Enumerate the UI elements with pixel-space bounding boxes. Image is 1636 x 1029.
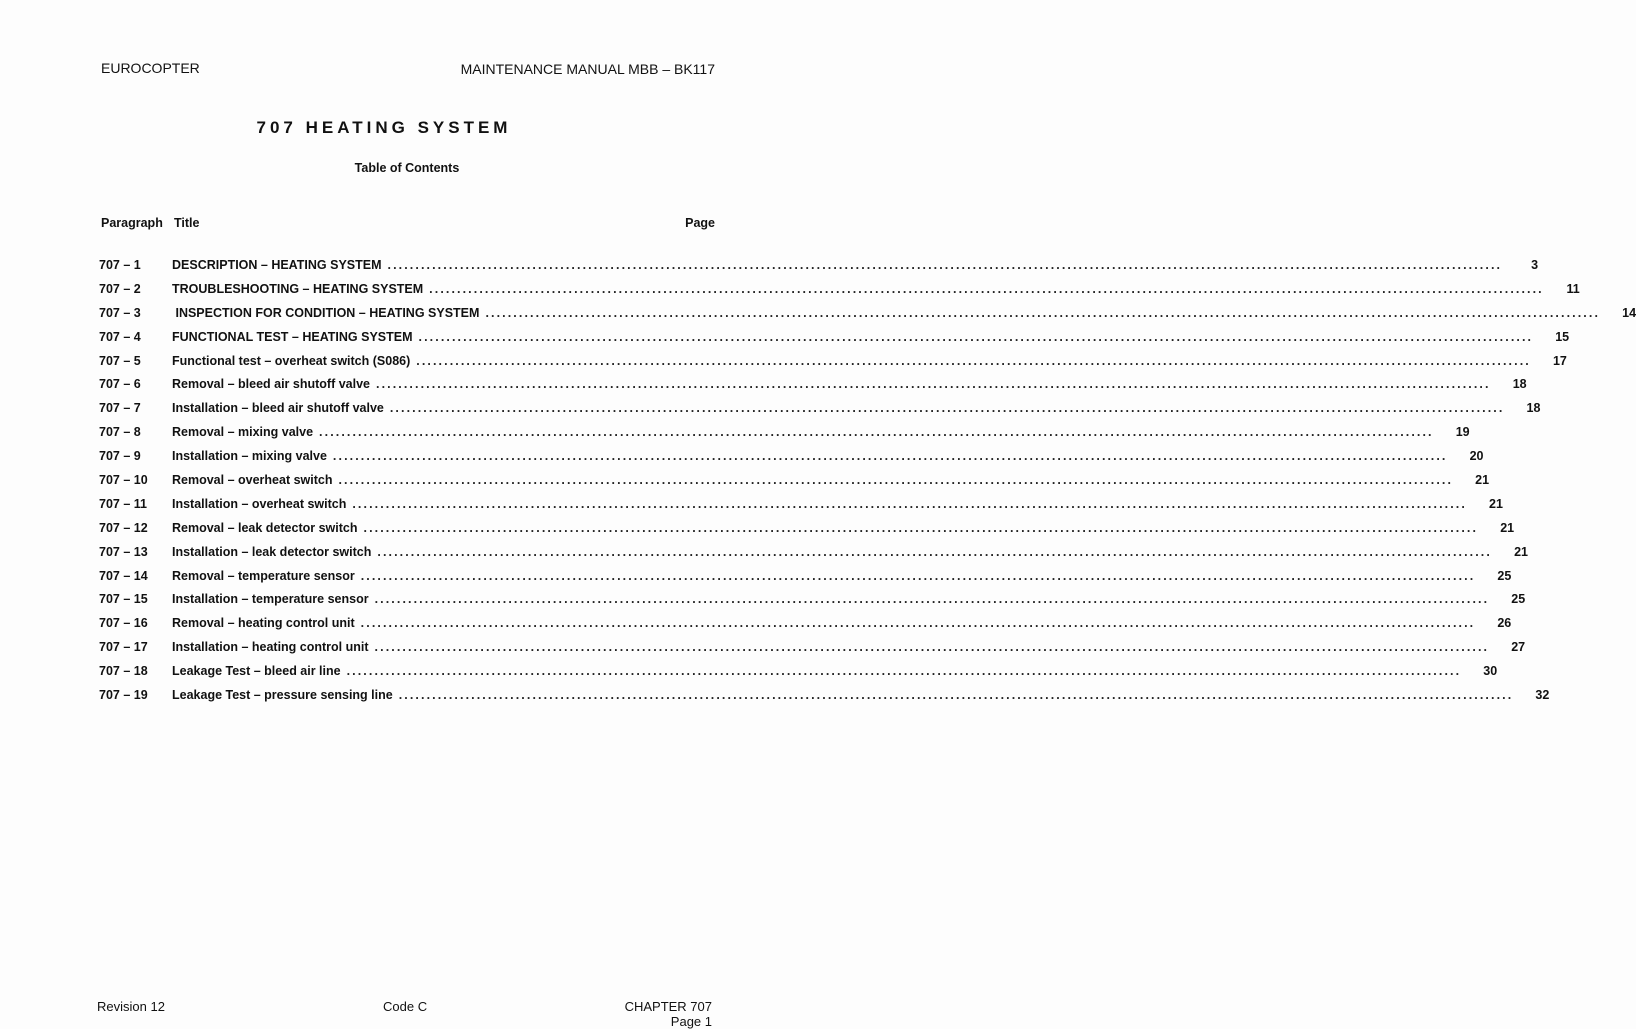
column-header-title: Title [174, 216, 200, 230]
toc-page-number: 14 [1622, 305, 1636, 320]
toc-paragraph-number: 707 – 2 [99, 281, 141, 296]
toc-paragraph-number: 707 – 9 [99, 449, 141, 464]
toc-paragraph-number: 707 – 4 [99, 329, 141, 344]
toc-paragraph-number: 707 – 3 [99, 305, 141, 320]
toc-entry-title: Removal – leak detector switch [172, 520, 358, 535]
document-title: 707 HEATING SYSTEM [256, 118, 512, 137]
toc-dot-leader: ........................................................................................................................................................................................................ [363, 520, 1479, 535]
toc-row [99, 401, 1541, 425]
toc-paragraph-number: 707 – 12 [99, 520, 148, 535]
toc-entry-title: Installation – mixing valve [172, 449, 327, 464]
toc-entry-title: INSPECTION FOR CONDITION – HEATING SYSTEM [172, 305, 480, 320]
toc-page-number: 11 [1566, 281, 1580, 296]
toc-row [99, 688, 1550, 712]
toc-row [99, 449, 1484, 473]
toc-entry-title: FUNCTIONAL TEST – HEATING SYSTEM [172, 329, 413, 344]
toc-dot-leader: ........................................................................................................................................................................................................ [352, 496, 1467, 511]
code-label: Code C [383, 999, 428, 1014]
toc-page-number: 21 [1500, 520, 1515, 535]
toc-paragraph-number: 707 – 15 [99, 592, 148, 607]
toc-row [99, 592, 1526, 616]
toc-page-number: 18 [1526, 401, 1541, 416]
toc-page-number: 3 [1531, 258, 1539, 272]
document-subtitle: Table of Contents [354, 161, 460, 175]
toc-entry-title: Installation – heating control unit [172, 640, 369, 655]
toc-dot-leader: ........................................................................................................................................................................................................ [332, 449, 1448, 464]
toc-row [99, 305, 1636, 330]
toc-entry-title: TROUBLESHOOTING – HEATING SYSTEM [172, 281, 424, 296]
toc-entry-title: Removal – mixing valve [172, 425, 314, 440]
toc-dot-leader: ........................................................................................................................................................................................................ [374, 592, 1490, 607]
toc-paragraph-number: 707 – 7 [99, 401, 141, 416]
toc-row [99, 473, 1490, 497]
toc-dot-leader: ........................................................................................................................................................................................................ [416, 353, 1531, 368]
toc-row [99, 258, 1539, 282]
toc-page-number: 21 [1489, 496, 1503, 511]
toc-dot-leader: ........................................................................................................................................................................................................ [389, 401, 1505, 416]
toc-page-number: 18 [1512, 377, 1527, 392]
manual-title: MAINTENANCE MANUAL MBB – BK117 [460, 61, 715, 77]
toc-page-number: 30 [1483, 664, 1498, 679]
toc-paragraph-number: 707 – 18 [99, 664, 148, 679]
chapter-label: CHAPTER 707 [624, 999, 712, 1014]
toc-paragraph-number: 707 – 5 [99, 353, 141, 368]
toc-entry-title: Installation – bleed air shutoff valve [172, 401, 384, 416]
toc-paragraph-number: 707 – 8 [99, 425, 141, 440]
toc-page-number: 19 [1455, 425, 1470, 440]
toc-dot-leader: ........................................................................................................................................................................................................ [374, 640, 1490, 655]
toc-page-number: 26 [1497, 616, 1512, 631]
toc-paragraph-number: 707 – 6 [99, 377, 141, 392]
toc-paragraph-number: 707 – 13 [99, 544, 148, 559]
toc-row [99, 377, 1527, 401]
toc-row [99, 640, 1526, 664]
toc-entry-title: Removal – temperature sensor [172, 568, 355, 583]
toc-dot-leader: ........................................................................................................................................................................................................ [377, 544, 1492, 559]
toc-page-number: 15 [1555, 329, 1570, 344]
column-header-page: Page [685, 216, 715, 230]
toc-page-number: 20 [1469, 449, 1484, 464]
toc-page-number: 25 [1497, 568, 1512, 583]
toc-dot-leader: ........................................................................................................................................................................................................ [360, 568, 1476, 583]
table-of-contents [99, 258, 1636, 712]
toc-paragraph-number: 707 – 17 [99, 640, 148, 655]
toc-dot-leader: ........................................................................................................................................................................................................ [338, 473, 1454, 488]
toc-entry-title: DESCRIPTION – HEATING SYSTEM [172, 258, 382, 272]
toc-entry-title: Installation – temperature sensor [172, 592, 369, 607]
toc-row [99, 664, 1498, 688]
toc-dot-leader: ........................................................................................................................................................................................................ [360, 616, 1476, 631]
toc-paragraph-number: 707 – 1 [99, 258, 141, 272]
company-name: EUROCOPTER [101, 60, 200, 76]
toc-dot-leader: ........................................................................................................................................................................................................ [485, 305, 1601, 320]
toc-row [99, 353, 1567, 378]
toc-row [99, 281, 1580, 306]
toc-paragraph-number: 707 – 16 [99, 616, 148, 631]
toc-paragraph-number: 707 – 14 [99, 568, 148, 583]
column-header-paragraph: Paragraph [101, 216, 163, 230]
toc-row [99, 425, 1470, 449]
toc-row [99, 329, 1570, 354]
toc-paragraph-number: 707 – 10 [99, 473, 148, 488]
toc-entry-title: Leakage Test – pressure sensing line [172, 688, 393, 703]
page-number-label: Page 1 [670, 1014, 712, 1029]
toc-row [99, 496, 1503, 521]
toc-page-number: 21 [1475, 473, 1490, 488]
toc-entry-title: Functional test – overheat switch (S086) [172, 353, 411, 368]
toc-dot-leader: ........................................................................................................................................................................................................ [398, 688, 1514, 703]
toc-dot-leader: ........................................................................................................................................................................................................ [376, 377, 1491, 392]
toc-entry-title: Removal – bleed air shutoff valve [172, 377, 370, 392]
toc-row [99, 544, 1528, 569]
toc-page-number: 17 [1552, 353, 1567, 368]
toc-entry-title: Removal – overheat switch [172, 473, 333, 488]
toc-entry-title: Installation – overheat switch [172, 496, 347, 511]
toc-entry-title: Removal – heating control unit [172, 616, 355, 631]
chapter-page-block [625, 999, 712, 1029]
toc-paragraph-number: 707 – 19 [99, 688, 148, 703]
toc-dot-leader: ........................................................................................................................................................................................................ [319, 425, 1434, 440]
toc-dot-leader: ........................................................................................................................................................................................................ [346, 664, 1462, 679]
toc-dot-leader: ........................................................................................................................................................................................................ [418, 329, 1534, 344]
toc-page-number: 27 [1511, 640, 1526, 655]
toc-page-number: 25 [1511, 592, 1526, 607]
revision-label: Revision 12 [97, 999, 165, 1014]
toc-row [99, 520, 1515, 545]
toc-row [99, 568, 1512, 593]
toc-entry-title: Installation – leak detector switch [172, 544, 372, 559]
toc-entry-title: Leakage Test – bleed air line [172, 664, 341, 679]
toc-paragraph-number: 707 – 11 [99, 496, 147, 511]
toc-row [99, 616, 1512, 640]
toc-page-number: 21 [1514, 544, 1528, 559]
toc-dot-leader: ........................................................................................................................................................................................................ [387, 258, 1503, 272]
toc-dot-leader: ........................................................................................................................................................................................................ [429, 281, 1544, 296]
toc-page-number: 32 [1535, 688, 1550, 703]
